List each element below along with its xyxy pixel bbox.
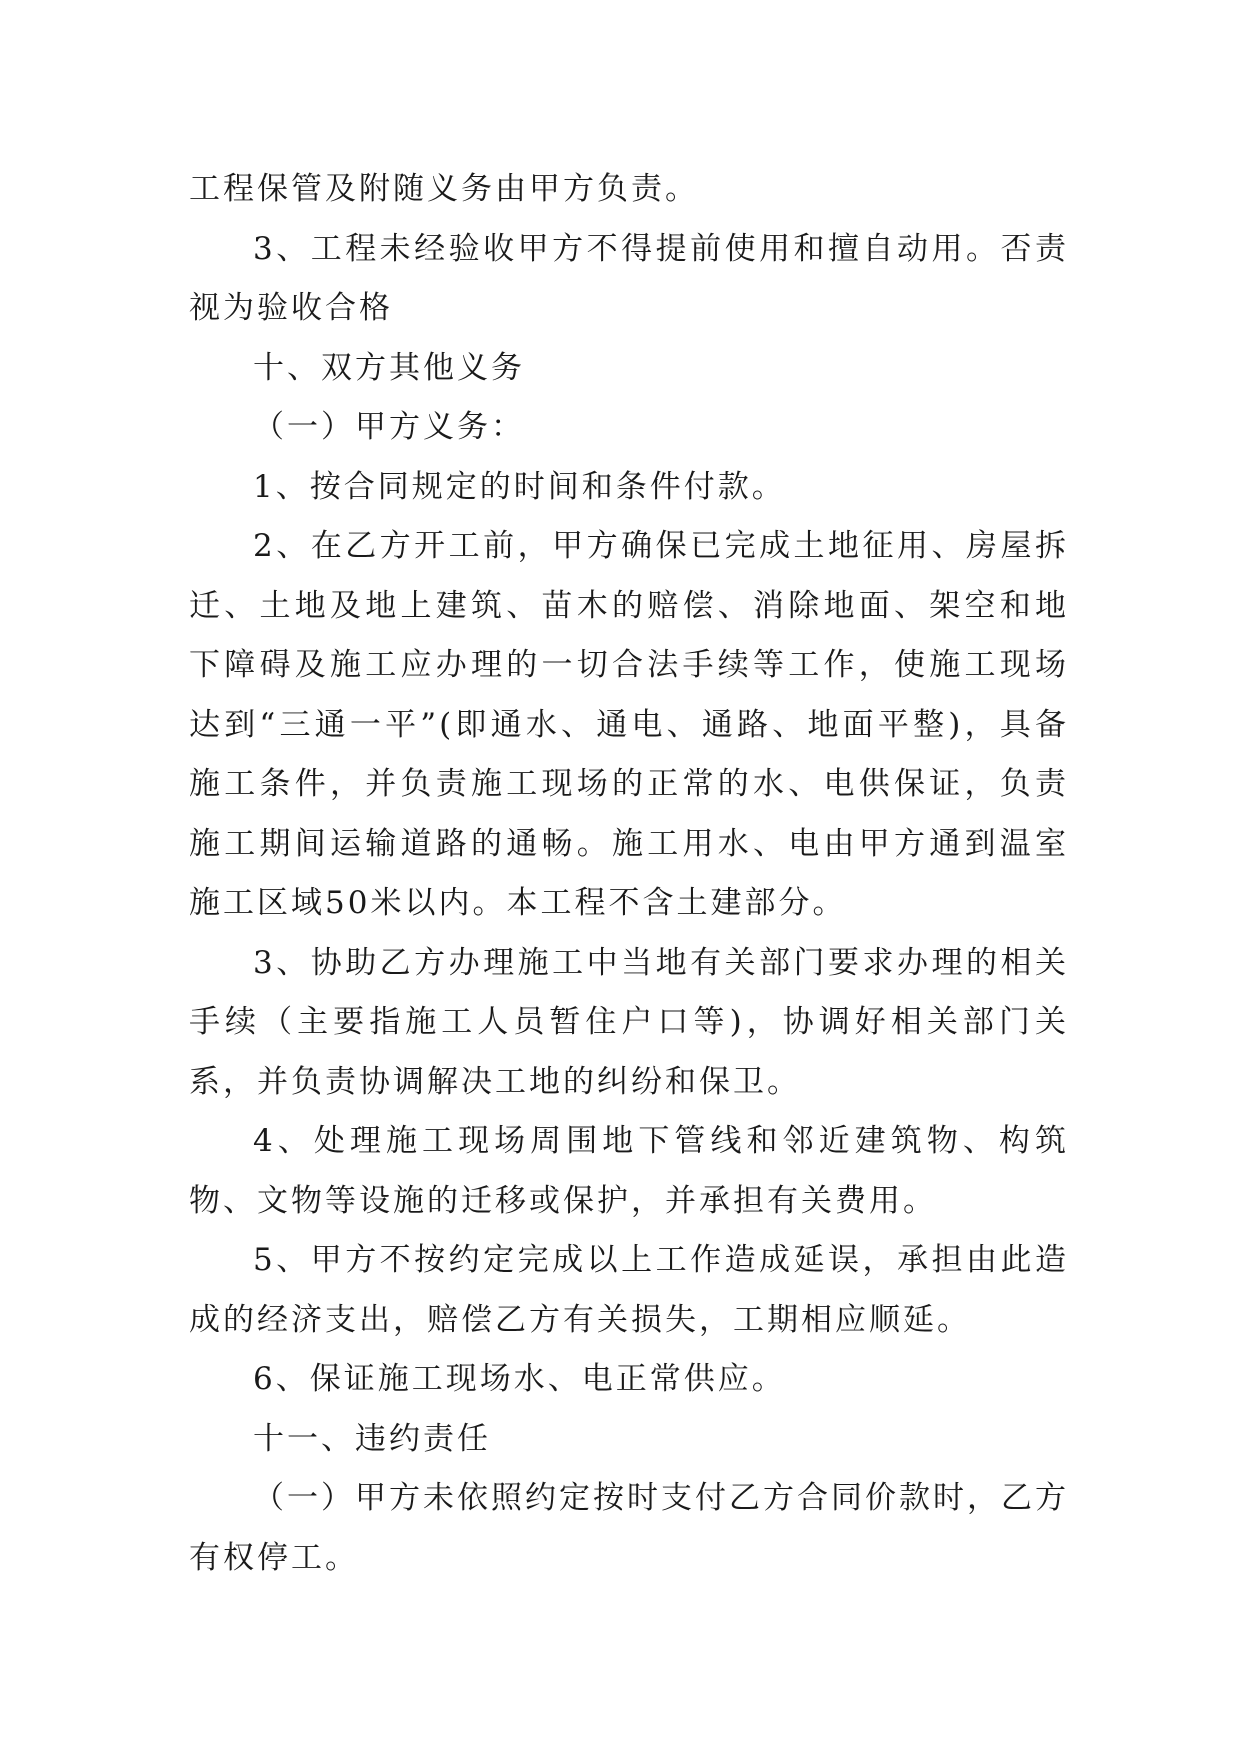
subsection-heading-party-a-obligations: （一）甲方义务：	[253, 409, 525, 445]
section-heading-10: 十、双方其他义务	[253, 349, 525, 386]
paragraph-obligation-4: 4、处理施工现场周围地下管线和邻近建筑物、构筑物、文物等设施的迁移或保护，并承担有关费用。	[189, 1123, 1069, 1219]
document-body	[189, 160, 1069, 1588]
paragraph-obligation-2: 2、在乙方开工前，甲方确保已完成土地征用、房屋拆迁、土地及地上建筑、苗木的赔偿、消除地面、架空和地下障碍及施工应办理的一切合法手续等工作，使施工现场达到“三通一平”(即通水、通电、通路、地面平整)，具备施工条件，并负责施工现场的正常的水、电供保证，负责施工期间运输道路的通畅。施工用水、电由甲方通到温室施工区域50米以内。本工程不含土建部分。	[189, 528, 1069, 921]
paragraph-continuation: 工程保管及附随义务由甲方负责。	[189, 171, 699, 207]
paragraph-breach-1: （一）甲方未依照约定按时支付乙方合同价款时，乙方有权停工。	[189, 1480, 1069, 1576]
paragraph-obligation-1: 1、按合同规定的时间和条件付款。	[253, 468, 786, 505]
paragraph-obligation-6: 6、保证施工现场水、电正常供应。	[253, 1361, 786, 1397]
paragraph-obligation-5: 5、甲方不按约定完成以上工作造成延误，承担由此造成的经济支出，赔偿乙方有关损失，工期相应顺延。	[189, 1242, 1069, 1338]
paragraph-obligation-3: 3、协助乙方办理施工中当地有关部门要求办理的相关手续（主要指施工人员暂住户口等)，协调好相关部门关系，并负责协调解决工地的纠纷和保卫。	[189, 944, 1069, 1100]
section-heading-11: 十一、违约责任	[253, 1420, 491, 1457]
paragraph-clause-3-acceptance: 3、工程未经验收甲方不得提前使用和擅自动用。否责视为验收合格	[189, 230, 1069, 326]
